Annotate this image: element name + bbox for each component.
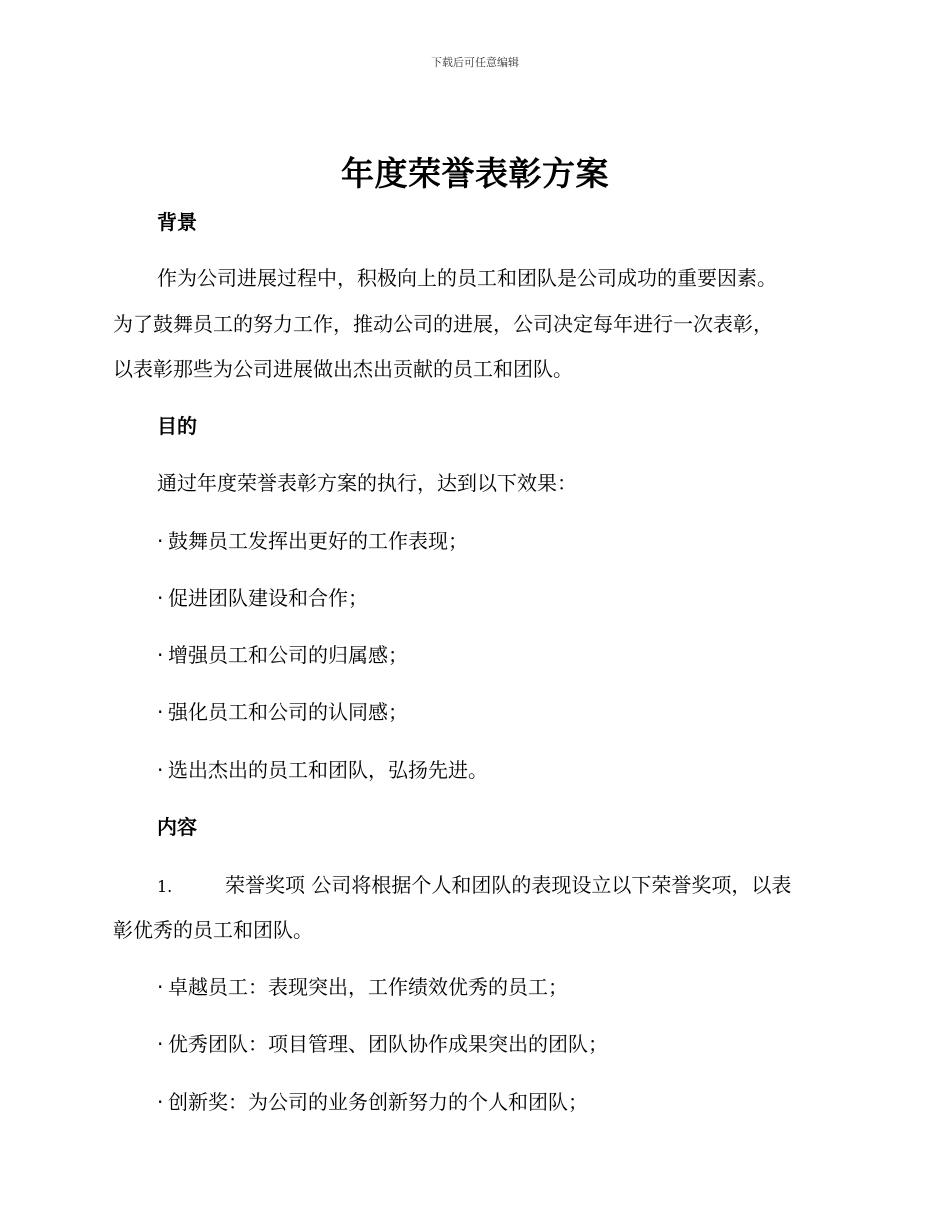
award-list-item <box>157 1088 897 1116</box>
bullet-marker: · <box>157 700 164 724</box>
header-note: 下载后可任意编辑 <box>431 56 519 69</box>
content-numbered-item <box>157 871 897 901</box>
purpose-list-item-text: 增强员工和公司的归属感； <box>168 643 408 667</box>
section-heading-content: 内容 <box>157 815 197 839</box>
background-paragraph-line: 以表彰那些为公司进展做出杰出贡献的员工和团队。 <box>113 357 573 381</box>
purpose-list-item <box>157 584 897 612</box>
purpose-intro: 通过年度荣誉表彰方案的执行，达到以下效果： <box>157 471 577 495</box>
section-heading-background: 背景 <box>157 210 197 234</box>
bullet-marker: · <box>157 1090 164 1114</box>
purpose-list-item <box>157 698 897 726</box>
document-title: 年度荣誉表彰方案 <box>341 154 609 193</box>
purpose-list-item-text: 选出杰出的员工和团队，弘扬先进。 <box>168 758 488 782</box>
purpose-list-item-text: 强化员工和公司的认同感； <box>168 700 408 724</box>
bullet-marker: · <box>157 1032 164 1056</box>
bullet-marker: · <box>157 586 164 610</box>
bullet-marker: · <box>157 975 164 999</box>
award-list-item <box>157 1030 897 1058</box>
purpose-list-item-text: 鼓舞员工发挥出更好的工作表现； <box>168 529 468 553</box>
background-paragraph-line: 为了鼓舞员工的努力工作，推动公司的进展，公司决定每年进行一次表彰， <box>113 312 773 336</box>
list-number: 1. <box>157 877 173 896</box>
bullet-marker: · <box>157 758 164 782</box>
bullet-marker: · <box>157 529 164 553</box>
purpose-list-item <box>157 756 897 784</box>
award-list-item <box>157 973 897 1001</box>
content-item-text: 荣誉奖项 公司将根据个人和团队的表现设立以下荣誉奖项，以表 <box>225 873 792 897</box>
award-list-item-text: 优秀团队：项目管理、团队协作成果突出的团队； <box>168 1032 608 1056</box>
purpose-list-item <box>157 641 897 669</box>
award-list-item-text: 创新奖：为公司的业务创新努力的个人和团队； <box>168 1090 588 1114</box>
purpose-list-item <box>157 527 897 555</box>
purpose-list-item-text: 促进团队建设和合作； <box>168 586 368 610</box>
background-paragraph-line: 作为公司进展过程中，积极向上的员工和团队是公司成功的重要因素。 <box>157 266 777 290</box>
content-item-continuation: 彰优秀的员工和团队。 <box>113 918 313 942</box>
award-list-item-text: 卓越员工：表现突出，工作绩效优秀的员工； <box>168 975 568 999</box>
section-heading-purpose: 目的 <box>157 414 197 438</box>
bullet-marker: · <box>157 643 164 667</box>
